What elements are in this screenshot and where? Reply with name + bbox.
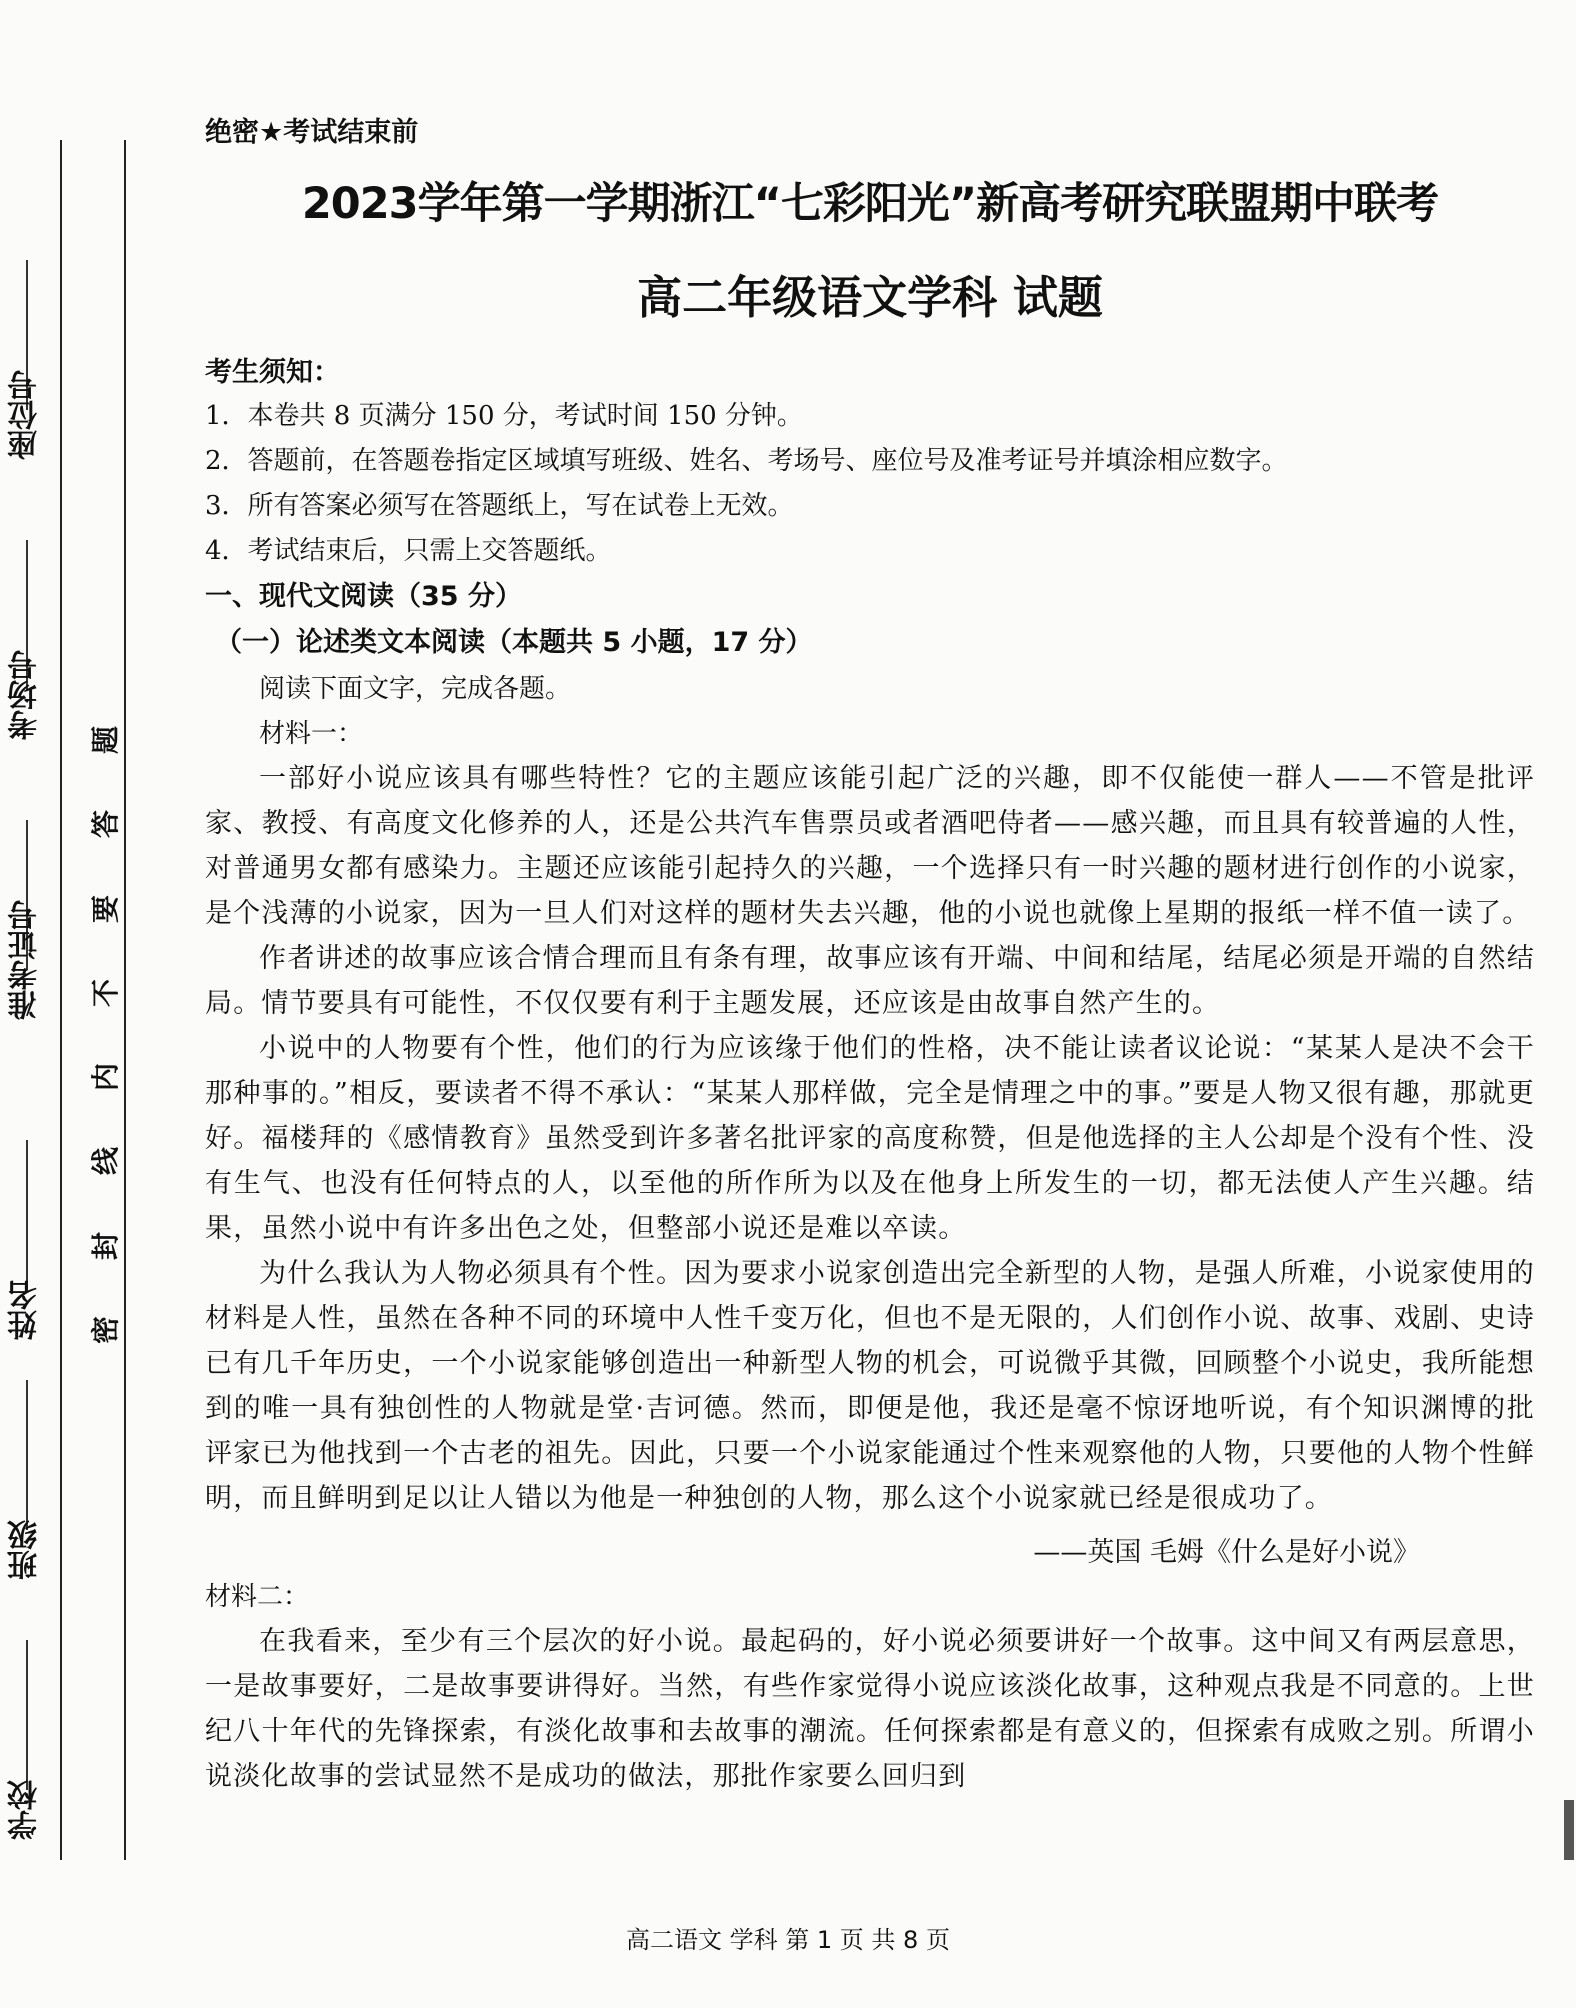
school-blank [26,1640,28,1790]
seal-line-text [84,720,124,1350]
seat-number-field [4,260,44,460]
subsection-heading: （一）论述类文本阅读（本题共 5 小题，17 分） [215,627,813,658]
seal-char: 封 [88,1231,122,1260]
notice-list [205,394,1535,574]
scan-edge-mark [1564,1800,1574,1860]
notice-item: 2．答题前，在答题卷指定区域填写班级、姓名、考场号、座位号及准考证号并填涂相应数字。 [205,446,1288,476]
exam-subtitle: 高二年级语文学科 试题 [637,271,1103,324]
class-blank [26,1380,28,1530]
class-field [4,1380,44,1580]
class-label: 班级 [8,1520,43,1580]
page-footer: 高二语文 学科 第 1 页 共 8 页 [626,1926,950,1954]
exam-room-field [4,540,44,740]
seal-char: 密 [88,1315,122,1344]
admission-number-field [4,820,44,1020]
seal-char: 答 [88,810,122,839]
material-one-source: ——英国 毛姆《什么是好小说》 [1033,1537,1420,1568]
notice-item: 4．考试结束后，只需上交答题纸。 [205,536,612,566]
confidential-mark: 绝密★考试结束前 [205,117,419,148]
reading-instruction: 阅读下面文字，完成各题。 [259,674,572,704]
material-one-label: 材料一： [259,719,364,749]
binding-line-outer [60,140,62,1860]
name-label: 姓名 [8,1280,43,1340]
exam-title: 2023学年第一学期浙江“七彩阳光”新高考研究联盟期中联考 [301,179,1439,229]
material-one-paragraph: 作者讲述的故事应该合情合理而且有条有理，故事应该有开端、中间和结尾，结尾必须是开端的自然结局。情节要具有可能性，不仅仅要有利于主题发展，还应该是由故事自然产生的。 [205,943,1535,1019]
seal-char: 线 [88,1147,122,1176]
admission-number-label: 准考证号 [8,900,43,1020]
school-label: 学校 [8,1780,43,1840]
name-field [4,1140,44,1340]
seal-char: 内 [88,1063,122,1092]
material-one-paragraph: 为什么我认为人物必须具有个性。因为要求小说家创造出完全新型的人物，是强人所难，小说家使用的材料是人性，虽然在各种不同的环境中人性千变万化，但也不是无限的，人们创作小说、故事、戏剧、史诗已有几千年历史，一个小说家能够创造出一种新型人物的机会，可说微乎其微，回顾整个小说史，我所能想到的唯一具有独创性的人物就是堂·吉诃德。然而，即便是他，我还是毫不惊讶地听说，有个知识渊博的批评家已为他找到一个古老的祖先。因此，只要一个小说家能通过个性来观察他的人物，只要他的人物个性鲜明，而且鲜明到足以让人错以为他是一种独创的人物，那么这个小说家就已经是很成功了。 [205,1258,1535,1514]
section-heading: 一、现代文阅读（35 分） [205,581,522,612]
material-one-paragraph: 小说中的人物要有个性，他们的行为应该缘于他们的性格，决不能让读者议论说：“某某人是决不会干那种事的。”相反，要读者不得不承认：“某某人那样做，完全是情理之中的事。”要是人物又很有趣，那就更好。福楼拜的《感情教育》虽然受到许多著名批评家的高度称赞，但是他选择的主人公却是个没有个性、没有生气、也没有任何特点的人，以至他的所作所为以及在他身上所发生的一切，都无法使人产生兴趣。结果，虽然小说中有许多出色之处，但整部小说还是难以卒读。 [205,1033,1535,1244]
school-field [4,1640,44,1840]
seal-char: 不 [88,978,122,1007]
name-blank [26,1140,28,1290]
notice-item: 3．所有答案必须写在答题纸上，写在试卷上无效。 [205,491,794,521]
binding-margin [0,0,140,2008]
binding-line-inner [124,140,126,1860]
exam-room-label: 考场号 [8,650,43,740]
seal-char: 要 [88,894,122,923]
notice-heading: 考生须知： [205,357,340,388]
page-content [205,110,1535,1799]
material-two-paragraph: 在我看来，至少有三个层次的好小说。最起码的，好小说必须要讲好一个故事。这中间又有两层意思，一是故事要好，二是故事要讲得好。当然，有些作家觉得小说应该淡化故事，这种观点我是不同意的。上世纪八十年代的先锋探索，有淡化故事和去故事的潮流。任何探索都是有意义的，但探索有成败之别。所谓小说淡化故事的尝试显然不是成功的做法，那批作家要么回归到 [205,1626,1535,1792]
notice-item: 1．本卷共 8 页满分 150 分，考试时间 150 分钟。 [205,401,803,431]
material-one-paragraph: 一部好小说应该具有哪些特性？它的主题应该能引起广泛的兴趣，即不仅能使一群人——不管是批评家、教授、有高度文化修养的人，还是公共汽车售票员或者酒吧侍者——感兴趣，而且具有较普遍的人性，对普通男女都有感染力。主题还应该能引起持久的兴趣，一个选择只有一时兴趣的题材进行创作的小说家，是个浅薄的小说家，因为一旦人们对这样的题材失去兴趣，他的小说也就像上星期的报纸一样不值一读了。 [205,763,1535,929]
seat-number-label: 座位号 [8,370,43,460]
material-two-label: 材料二： [205,1582,310,1612]
seal-char: 题 [88,725,122,755]
